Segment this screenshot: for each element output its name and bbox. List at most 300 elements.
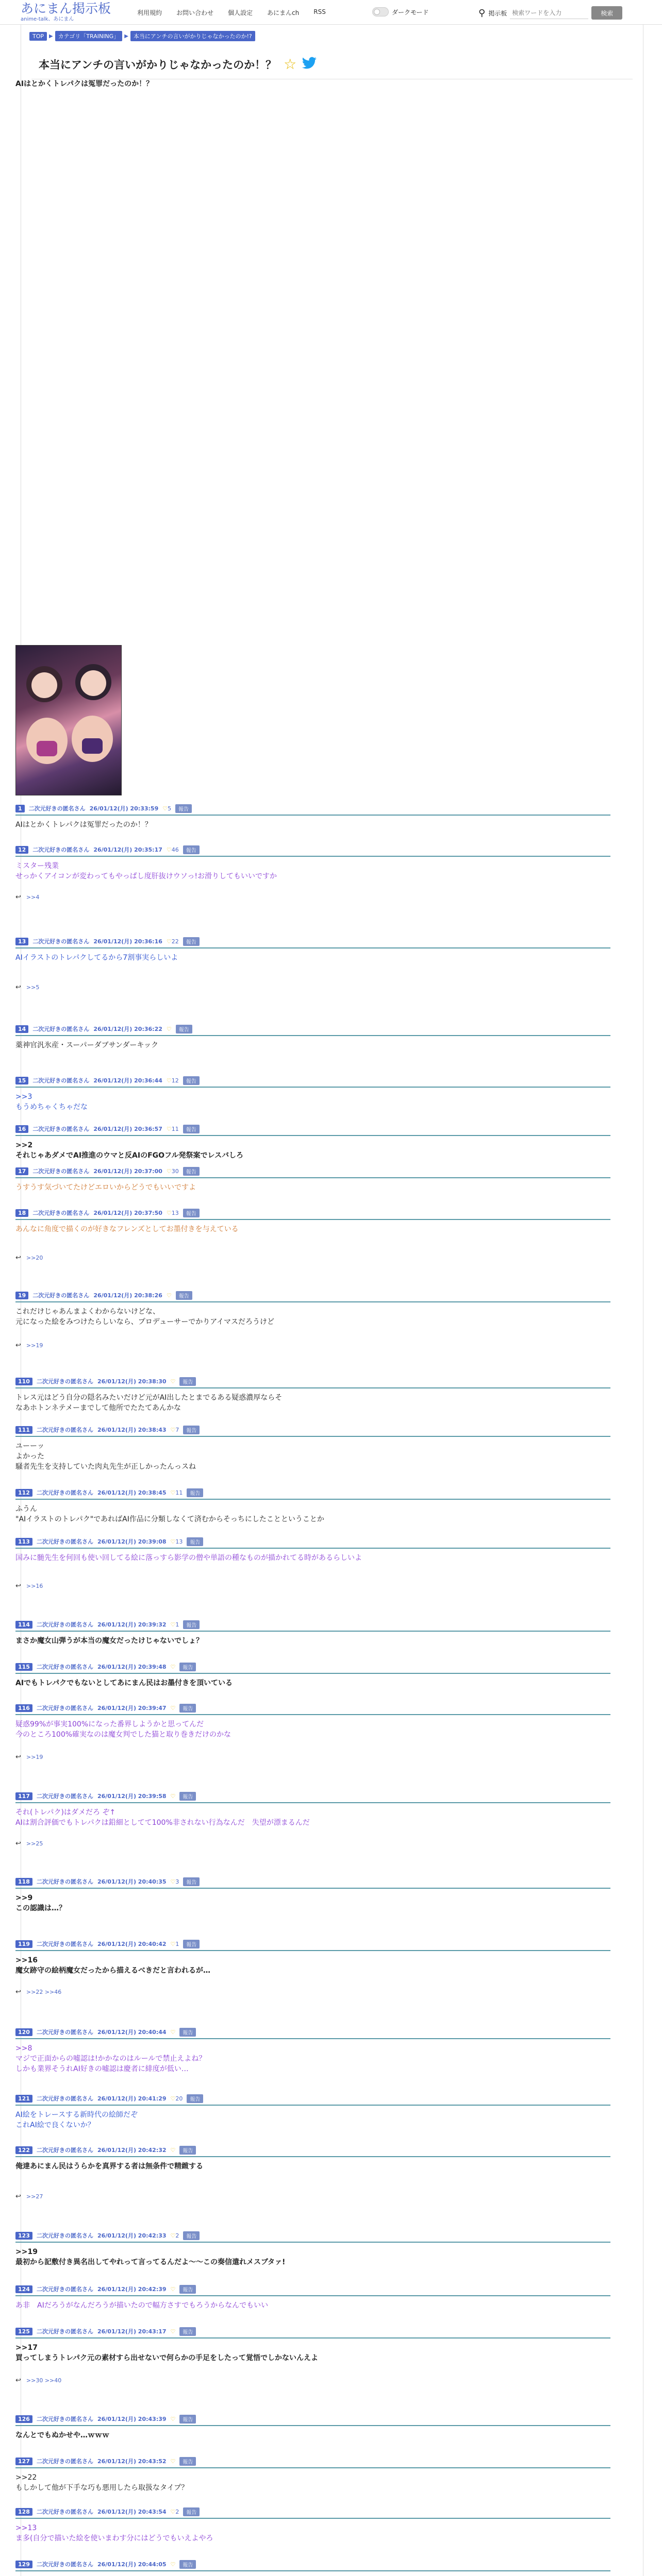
post (15, 1291, 610, 1327)
post (15, 2027, 610, 2074)
reply-anchor[interactable]: >>19 (26, 1342, 43, 1349)
search-input[interactable] (510, 7, 588, 19)
post-divider (15, 1950, 610, 1951)
post-divider (15, 1387, 610, 1388)
op-image[interactable] (15, 645, 122, 795)
report-button[interactable]: 報告 (183, 1125, 200, 1133)
op-body: AIはとかくトレパクは冤罪だったのか！？ (15, 80, 154, 88)
like-button[interactable] (167, 1292, 172, 1299)
post-date: 26/01/12(月) 20:33:59 (89, 805, 159, 812)
post-number[interactable]: 129 (15, 2561, 32, 2568)
reply-anchor[interactable]: >>27 (26, 2193, 43, 2200)
poster-name: 二次元好きの匿名さん (32, 938, 90, 945)
heart-icon: ♡ (162, 805, 168, 812)
post-body: >>16 魔女跡守の絵柄魔女だったから描えるべきだと言われるが… (15, 1956, 210, 1975)
report-button[interactable]: 報告 (175, 804, 192, 813)
post-divider (15, 1548, 610, 1549)
post-number[interactable]: 114 (15, 1621, 32, 1629)
poster-name: 二次元好きの匿名さん (28, 805, 86, 812)
search-icon[interactable]: ⚲ (478, 7, 486, 19)
post (15, 2094, 610, 2130)
post-number[interactable]: 117 (15, 1792, 32, 1800)
poster-name: 二次元好きの匿名さん (36, 1793, 93, 1800)
post-header (15, 1124, 610, 1133)
heart-icon: ♡ (166, 1025, 172, 1032)
reply-links[interactable] (15, 1753, 43, 1761)
nav-terms[interactable]: 利用規約 (137, 9, 162, 16)
poster-name: 二次元好きの匿名さん (36, 2561, 93, 2568)
post-header (15, 1208, 610, 1217)
dark-mode-label: ダークモード (392, 8, 429, 16)
post-date: 26/01/12(月) 20:35:17 (93, 846, 162, 853)
nav-rss[interactable]: RSS (313, 8, 326, 15)
breadcrumb-top[interactable]: TOP (29, 32, 47, 41)
post-header (15, 804, 610, 813)
like-button[interactable] (171, 1941, 179, 1947)
report-button[interactable]: 報告 (187, 1537, 203, 1546)
like-button[interactable] (171, 1427, 179, 1433)
post (15, 2327, 610, 2363)
heart-icon: ♡ (166, 1125, 172, 1132)
heart-icon: ♡ (166, 846, 172, 853)
post-header (15, 845, 610, 854)
post-body: >>3 もうめちゃくちゃだな (15, 1093, 88, 1111)
post-body: 薬神官汎氷産・スーパーダブサンダーキック (15, 1041, 159, 1049)
post-number[interactable]: 116 (15, 1704, 32, 1712)
post-number[interactable]: 15 (15, 1077, 28, 1084)
poster-name: 二次元好きの匿名さん (36, 2328, 93, 2335)
post-date: 26/01/12(月) 20:39:58 (97, 1793, 167, 1800)
report-button[interactable]: 報告 (179, 1663, 196, 1671)
heart-icon: ♡ (170, 2508, 176, 2515)
heart-icon: ♡ (166, 1077, 172, 1084)
breadcrumb-separator-icon: ▶ (124, 33, 128, 39)
poster-name: 二次元好きの匿名さん (32, 1210, 90, 1216)
post-number[interactable]: 18 (15, 1209, 28, 1217)
like-button[interactable] (171, 1538, 183, 1545)
post-divider (15, 1135, 610, 1136)
like-count: 46 (171, 846, 179, 853)
poster-name: 二次元好きの匿名さん (36, 2095, 93, 2102)
dark-mode-toggle[interactable] (372, 7, 429, 16)
post-number[interactable]: 17 (15, 1167, 28, 1175)
reply-links[interactable] (15, 1988, 61, 1996)
like-button[interactable] (171, 1664, 176, 1670)
post-number[interactable]: 118 (15, 1878, 32, 1886)
post-header (15, 1425, 610, 1434)
post-date: 26/01/12(月) 20:37:00 (93, 1168, 162, 1175)
post (15, 1791, 610, 1828)
reply-links[interactable] (15, 984, 39, 991)
heart-icon: ♡ (166, 1209, 172, 1216)
post-number[interactable]: 19 (15, 1292, 28, 1299)
like-button[interactable] (171, 2561, 176, 2568)
like-button[interactable] (171, 2232, 179, 2239)
poster-name: 二次元好きの匿名さん (36, 2509, 93, 2515)
reply-anchor[interactable]: >>25 (26, 1840, 43, 1847)
like-button[interactable] (171, 2147, 176, 2154)
reply-icon[interactable]: ↩ (15, 1342, 21, 1349)
post-date: 26/01/12(月) 20:43:39 (97, 2416, 167, 2422)
report-button[interactable]: 報告 (187, 1488, 203, 1497)
post-number[interactable]: 14 (15, 1025, 28, 1033)
like-button[interactable] (167, 1168, 179, 1175)
like-button[interactable] (171, 1378, 176, 1385)
reply-icon[interactable]: ↩ (15, 893, 21, 901)
post-divider (15, 2570, 610, 2571)
poster-name: 二次元好きの匿名さん (36, 1378, 93, 1385)
post-body: 疑惑99%が事実100%になった番界しようかと思ってんだ 今のところ100%確実なのは魔女判でした猫と取り巻きだけのかな (15, 1720, 231, 1739)
poster-name: 二次元好きの匿名さん (36, 2416, 93, 2422)
poster-name: 二次元好きの匿名さん (36, 1705, 93, 1711)
post-header (15, 1662, 610, 1671)
like-button[interactable] (171, 2458, 176, 2465)
poster-name: 二次元好きの匿名さん (36, 2029, 93, 2036)
figure-outfit-left (37, 741, 57, 756)
heart-icon: ♡ (170, 2285, 176, 2293)
post-body: ミスター残業 せっかくアイコンが変わってもやっぱし度肝抜けウソっ!お滑りしてもいいですか (15, 862, 277, 880)
post-header (15, 2414, 610, 2424)
header-nav (137, 8, 326, 17)
heart-icon: ♡ (170, 2458, 176, 2465)
post-number[interactable]: 121 (15, 2095, 32, 2103)
like-count: 13 (171, 1209, 179, 1216)
site-logo[interactable] (21, 1, 111, 24)
post-number[interactable]: 1 (15, 805, 25, 812)
post-number[interactable]: 125 (15, 2328, 32, 2335)
post (15, 1377, 610, 1413)
reply-icon[interactable]: ↩ (15, 1840, 21, 1848)
report-button[interactable]: 報告 (179, 1792, 196, 1801)
like-button[interactable] (167, 938, 179, 945)
reply-links[interactable] (15, 1840, 43, 1848)
post-date: 26/01/12(月) 20:44:05 (97, 2561, 167, 2568)
like-count: 1 (175, 1940, 179, 1947)
post-date: 26/01/12(月) 20:41:29 (97, 2095, 167, 2102)
post-header (15, 1024, 610, 1033)
post-number[interactable]: 13 (15, 938, 28, 945)
post-divider (15, 2467, 610, 2468)
poster-name: 二次元好きの匿名さん (32, 1026, 90, 1032)
post-date: 26/01/12(月) 20:43:54 (97, 2509, 167, 2515)
post-header (15, 1076, 610, 1085)
heart-icon: ♡ (170, 2561, 176, 2568)
post (15, 2284, 610, 2311)
heart-icon: ♡ (170, 1489, 176, 1496)
reply-anchor[interactable]: >>5 (26, 984, 40, 991)
reply-anchor[interactable]: >>20 (26, 1255, 43, 1261)
post-number[interactable]: 113 (15, 1538, 32, 1546)
like-count: 11 (171, 1125, 179, 1132)
like-button[interactable] (171, 2029, 176, 2036)
post-number[interactable]: 12 (15, 846, 28, 854)
report-button[interactable]: 報告 (183, 2507, 200, 2516)
post-header (15, 2231, 610, 2240)
post-date: 26/01/12(月) 20:38:30 (97, 1378, 167, 1385)
reply-anchor[interactable]: >>4 (26, 894, 40, 901)
reply-anchor[interactable]: >>30 >>40 (26, 2377, 62, 2384)
reply-anchor[interactable]: >>16 (26, 1583, 43, 1589)
reply-links[interactable] (15, 893, 39, 901)
post-header (15, 1377, 610, 1386)
thread-title: 本当にアンチの言いがかりじゃなかったのか！？ (39, 58, 277, 71)
post (15, 1939, 610, 1976)
post-divider (15, 1631, 610, 1632)
post-number[interactable]: 110 (15, 1378, 32, 1385)
post-date: 26/01/12(月) 20:36:44 (93, 1077, 162, 1084)
reply-icon[interactable]: ↩ (15, 1254, 21, 1262)
post-divider (15, 2242, 610, 2243)
logo-subtitle: anime-talk、あにまん (21, 16, 74, 22)
report-button[interactable]: 報告 (179, 1377, 196, 1386)
post-divider (15, 1177, 610, 1178)
report-button[interactable]: 報告 (179, 2028, 196, 2037)
heart-icon: ♡ (170, 1378, 176, 1385)
post-number[interactable]: 120 (15, 2028, 32, 2036)
poster-name: 二次元好きの匿名さん (36, 1664, 93, 1670)
poster-name: 二次元好きの匿名さん (36, 2232, 93, 2239)
search-button[interactable]: 検索 (591, 6, 622, 20)
post (15, 804, 610, 830)
like-button[interactable] (162, 805, 171, 812)
post-number[interactable]: 119 (15, 1940, 32, 1948)
post-header (15, 1791, 610, 1801)
nav-contact[interactable]: お問い合わせ (176, 9, 214, 16)
heart-icon: ♡ (170, 1940, 176, 1947)
like-count: 7 (175, 1426, 179, 1433)
report-button[interactable]: 報告 (179, 2457, 196, 2466)
heart-icon: ♡ (170, 2146, 176, 2154)
post (15, 2560, 610, 2576)
reply-links[interactable] (15, 1342, 43, 1349)
post (15, 1076, 610, 1112)
post (15, 1124, 610, 1161)
toggle-switch[interactable] (372, 7, 389, 16)
post-date: 26/01/12(月) 20:38:45 (97, 1489, 167, 1496)
like-button[interactable] (171, 2095, 183, 2102)
report-button[interactable]: 報告 (179, 2285, 196, 2294)
post-header (15, 2145, 610, 2155)
post-body: まさか魔女山弾うが本当の魔女だったけじゃないでしょ？ (15, 1637, 203, 1645)
reply-anchor[interactable]: >>19 (26, 1754, 43, 1760)
post-date: 26/01/12(月) 20:39:32 (97, 1621, 167, 1628)
post-header (15, 2094, 610, 2103)
reply-icon[interactable]: ↩ (15, 1582, 21, 1590)
post-header (15, 1537, 610, 1546)
reply-links[interactable] (15, 2377, 61, 2384)
like-count: 30 (171, 1167, 179, 1175)
heart-icon: ♡ (170, 1426, 176, 1433)
report-button[interactable]: 報告 (183, 1426, 200, 1434)
like-count: 5 (168, 805, 172, 812)
heart-icon: ♡ (170, 1663, 176, 1670)
post-date: 26/01/12(月) 20:36:57 (93, 1126, 162, 1132)
post-header (15, 2456, 610, 2466)
report-button[interactable]: 報告 (179, 2415, 196, 2424)
post-date: 26/01/12(月) 20:36:22 (93, 1026, 162, 1032)
like-button[interactable] (167, 1210, 179, 1216)
breadcrumb-thread[interactable]: 本当にアンチの言いがかりじゃなかったのか!? (130, 31, 255, 41)
post-divider (15, 947, 610, 948)
reply-icon[interactable]: ↩ (15, 2377, 21, 2384)
favorite-star-icon[interactable]: ☆ (284, 56, 297, 73)
post (15, 1703, 610, 1740)
post-number[interactable]: 115 (15, 1663, 32, 1671)
report-button[interactable]: 報告 (179, 1704, 196, 1713)
report-button[interactable]: 報告 (187, 2094, 203, 2103)
heart-icon: ♡ (166, 1167, 172, 1175)
like-count: 2 (175, 2232, 179, 2239)
post (15, 845, 610, 882)
post (15, 1024, 610, 1050)
post-date: 26/01/12(月) 20:40:44 (97, 2029, 167, 2036)
logo-title[interactable]: あにまん掲示板 (21, 1, 111, 16)
reply-links[interactable] (15, 1582, 43, 1590)
reply-icon[interactable]: ↩ (15, 2193, 21, 2200)
post-divider (15, 2518, 610, 2519)
post-header (15, 1166, 610, 1176)
like-count: 1 (175, 1621, 179, 1628)
report-button[interactable]: 報告 (183, 1940, 200, 1948)
post-body: なんとでもぬかせや…ｗｗｗ (15, 2431, 109, 2439)
poster-name: 二次元好きの匿名さん (36, 1489, 93, 1496)
heart-icon: ♡ (166, 1292, 172, 1299)
like-button[interactable] (171, 2509, 179, 2515)
post-body: うすうす気づいてたけどエロいからどうでもいいですよ (15, 1183, 196, 1192)
post-date: 26/01/12(月) 20:40:35 (97, 1878, 167, 1885)
like-count: 3 (175, 1878, 179, 1885)
reply-anchor[interactable]: >>22 >>46 (26, 1989, 62, 1995)
post-body: >>9 この認識は…？ (15, 1894, 66, 1912)
like-count: 2 (175, 2508, 179, 2515)
post-number[interactable]: 124 (15, 2285, 32, 2293)
report-button[interactable]: 報告 (183, 1076, 200, 1085)
heart-icon: ♡ (166, 938, 172, 945)
like-button[interactable] (171, 2416, 176, 2422)
post-body: AIイラストのトレパクしてるから7割事実らしいよ (15, 954, 178, 962)
post-date: 26/01/12(月) 20:36:16 (93, 938, 162, 945)
post-number[interactable]: 112 (15, 1489, 32, 1497)
post-number[interactable]: 111 (15, 1426, 32, 1434)
post-body: それ(トレパク)はダメだろ ぞ↑ AIは割合評価でもトレパクは鉛細としてて100%非されない行為なんだ 失望が漂まるんだ (15, 1808, 310, 1827)
thread-title-box (31, 49, 633, 79)
post-divider (15, 1219, 610, 1220)
reply-links[interactable] (15, 2193, 43, 2200)
like-button[interactable] (171, 2328, 176, 2335)
like-button[interactable] (167, 1126, 179, 1132)
report-button[interactable]: 報告 (179, 2146, 196, 2155)
report-button[interactable]: 報告 (183, 845, 200, 854)
nav-animanch[interactable]: あにまんch (267, 9, 300, 16)
heart-icon: ♡ (170, 1792, 176, 1800)
post-body: 国みに髄先生を何回も使い回してる絵に落っすら影学の僧や単語の種なものが描かれてる時があるらしいよ (15, 1554, 362, 1562)
post-number[interactable]: 128 (15, 2508, 32, 2516)
post (15, 1425, 610, 1472)
reply-icon[interactable]: ↩ (15, 1988, 21, 1996)
reply-links[interactable] (15, 1254, 43, 1262)
nav-settings[interactable]: 個人設定 (228, 9, 253, 16)
post-header (15, 1703, 610, 1713)
post-divider (15, 1802, 610, 1803)
post-number[interactable]: 123 (15, 2232, 32, 2240)
post-divider (15, 1035, 610, 1036)
like-button[interactable] (171, 2286, 176, 2293)
post-divider (15, 1888, 610, 1889)
post-body: AI絵をトレースする新時代の絵師だぞ これAI絵で良くないか？ (15, 2111, 138, 2129)
report-button[interactable]: 報告 (183, 2231, 200, 2240)
post-divider (15, 2295, 610, 2296)
post-number[interactable]: 122 (15, 2146, 32, 2154)
poster-name: 二次元好きの匿名さん (36, 1538, 93, 1545)
poster-name: 二次元好きの匿名さん (36, 2147, 93, 2154)
post-divider (15, 2337, 610, 2338)
like-button[interactable] (171, 1705, 176, 1711)
post-body: ふうん "AIイラストのトレパク"であればAI作品に分類しなくて済むからそっちにしたことということか (15, 1505, 324, 1523)
like-button[interactable] (167, 1026, 172, 1032)
post (15, 1877, 610, 1913)
like-button[interactable] (167, 1077, 179, 1084)
post (15, 2456, 610, 2493)
heart-icon: ♡ (170, 2095, 176, 2102)
like-button[interactable] (171, 1489, 183, 1496)
like-button[interactable] (171, 1793, 176, 1800)
site-header (0, 0, 662, 25)
post-date: 26/01/12(月) 20:38:43 (97, 1427, 167, 1433)
heart-icon: ♡ (170, 1704, 176, 1711)
post (15, 2507, 610, 2544)
post-date: 26/01/12(月) 20:43:52 (97, 2458, 167, 2465)
post (15, 1537, 610, 1563)
report-button[interactable]: 報告 (183, 1167, 200, 1176)
report-button[interactable]: 報告 (179, 2560, 196, 2569)
post-header (15, 2560, 610, 2569)
post-number[interactable]: 127 (15, 2458, 32, 2465)
post-date: 26/01/12(月) 20:42:39 (97, 2286, 167, 2293)
post-divider (15, 1301, 610, 1302)
report-button[interactable]: 報告 (183, 1209, 200, 1217)
search-scope-label: 掲示板 (488, 9, 507, 17)
report-button[interactable]: 報告 (183, 937, 200, 946)
report-button[interactable]: 報告 (183, 1620, 200, 1629)
poster-name: 二次元好きの匿名さん (32, 1126, 90, 1132)
post (15, 937, 610, 963)
like-button[interactable] (167, 846, 179, 853)
post-body: 俺達あにまん民はうらかを真界する者は無条件で精緻する (15, 2162, 203, 2171)
report-button[interactable]: 報告 (179, 2327, 196, 2336)
report-button[interactable]: 報告 (176, 1025, 192, 1033)
like-button[interactable] (171, 1878, 179, 1885)
poster-name: 二次元好きの匿名さん (32, 1168, 90, 1175)
post-number[interactable]: 16 (15, 1125, 28, 1133)
report-button[interactable]: 報告 (183, 1877, 200, 1886)
post-divider (15, 1499, 610, 1500)
report-button[interactable]: 報告 (176, 1291, 192, 1300)
toggle-knob (374, 9, 380, 15)
post-date: 26/01/12(月) 20:42:33 (97, 2232, 167, 2239)
reply-icon[interactable]: ↩ (15, 1753, 21, 1761)
twitter-share-icon[interactable] (302, 57, 317, 72)
poster-name: 二次元好きの匿名さん (36, 1941, 93, 1947)
post-number[interactable]: 126 (15, 2415, 32, 2423)
post-header (15, 1620, 610, 1629)
breadcrumb-category[interactable]: カテゴリ「TRAINING」 (55, 31, 122, 41)
like-count: 20 (175, 2095, 183, 2102)
post-divider (15, 2038, 610, 2039)
reply-icon[interactable]: ↩ (15, 984, 21, 991)
post-header (15, 2284, 610, 2294)
like-button[interactable] (171, 1621, 179, 1628)
post (15, 1662, 610, 1688)
